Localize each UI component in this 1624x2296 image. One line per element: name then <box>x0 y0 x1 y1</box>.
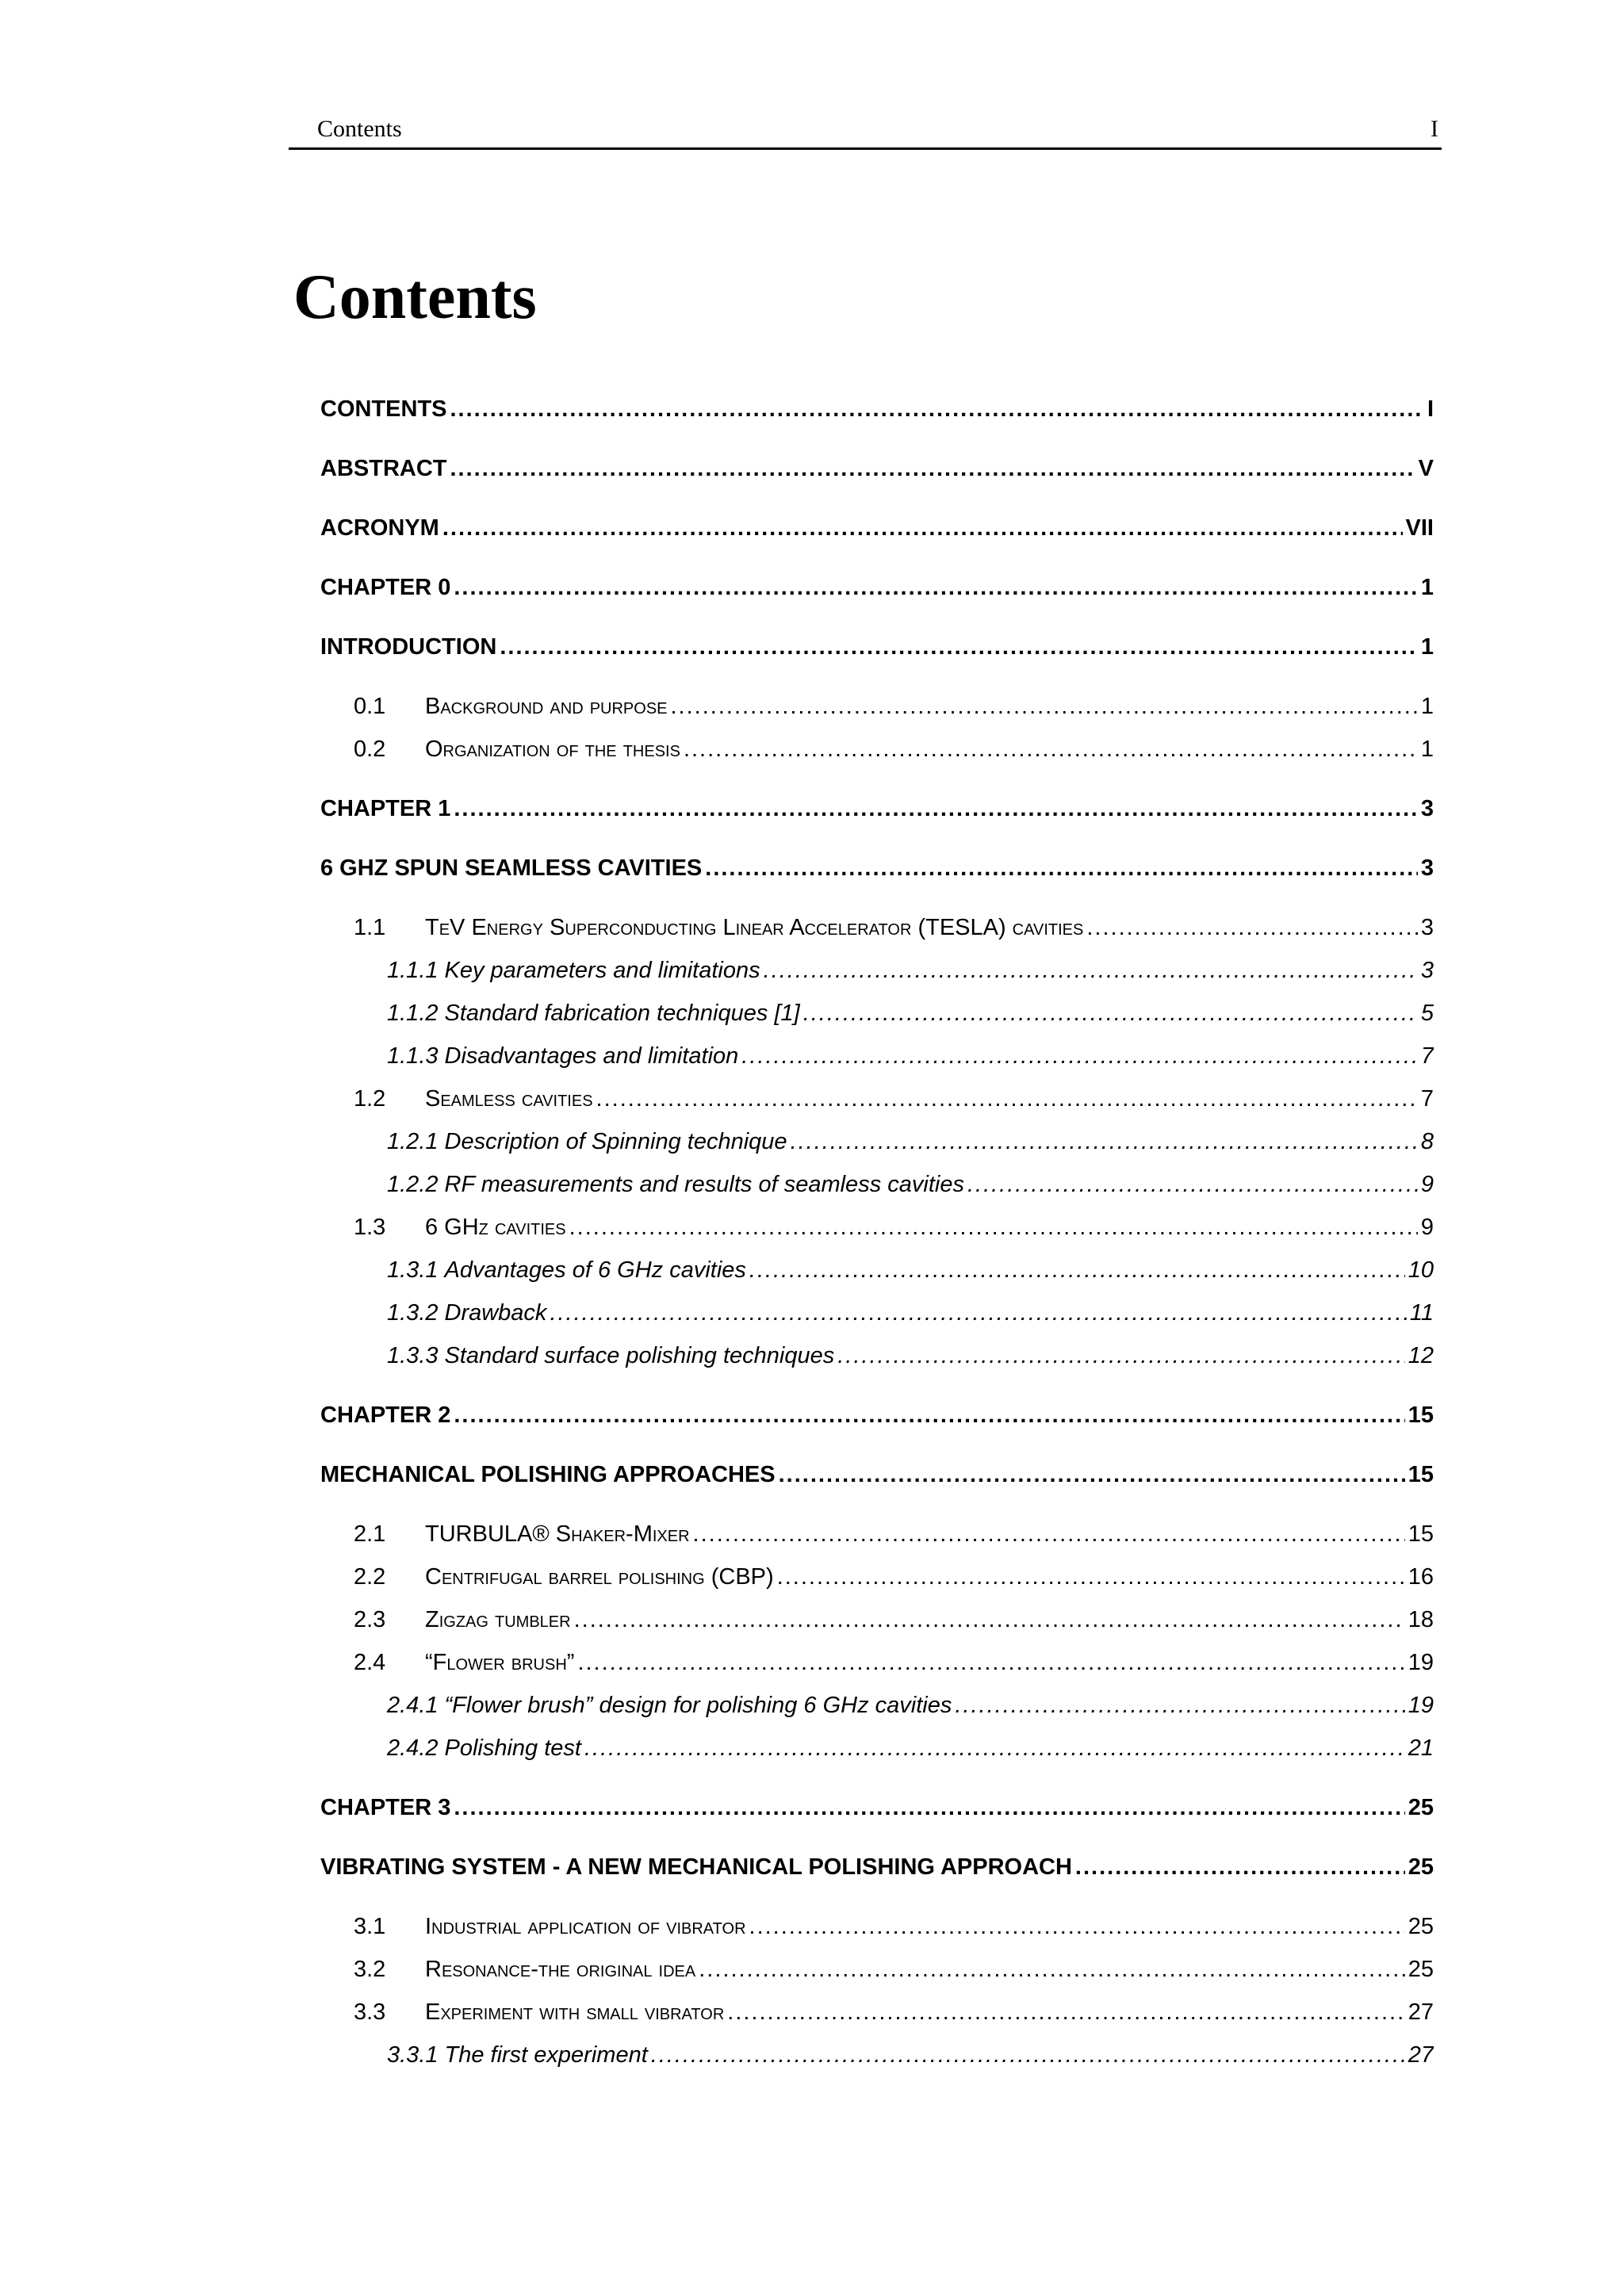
toc-entry[interactable] <box>0 1300 1434 1340</box>
toc-entry-page: 15 <box>1408 1462 1434 1487</box>
toc-dot-leader <box>651 2042 1405 2068</box>
toc-dot-leader <box>550 1300 1406 1326</box>
page-title: Contents <box>293 262 537 332</box>
toc-entry[interactable] <box>0 634 1434 674</box>
toc-entry-title: Standard fabrication techniques [1] <box>444 1001 800 1026</box>
toc-entry-title: Description of Spinning technique <box>444 1129 787 1154</box>
toc-entry-page: 27 <box>1408 2042 1434 2068</box>
toc-entry-title: Zigzag tumbler <box>425 1607 571 1632</box>
toc-entry-title: RF measurements and results of seamless cavities <box>444 1172 964 1197</box>
toc-entry-page: VII <box>1405 515 1434 541</box>
toc-entry-page: 8 <box>1420 1129 1434 1154</box>
toc-entry-title: Disadvantages and limitation <box>444 1043 739 1069</box>
toc-entry-title: Organization of the thesis <box>425 737 680 762</box>
toc-entry[interactable] <box>0 1999 1434 2039</box>
toc-entry-page: I <box>1427 396 1434 422</box>
toc-entry-title: CHAPTER 2 <box>320 1402 451 1428</box>
toc-dot-leader <box>569 1215 1418 1241</box>
toc-entry-title: Advantages of 6 GHz cavities <box>444 1257 746 1283</box>
toc-entry-title: Polishing test <box>444 1735 581 1761</box>
toc-dot-leader <box>693 1521 1405 1548</box>
toc-entry-number: 1.1 <box>354 915 386 940</box>
toc-entry-number: 1.3.2 <box>387 1300 439 1326</box>
toc-entry-title: MECHANICAL POLISHING APPROACHES <box>320 1462 776 1487</box>
toc-entry-title: Key parameters and limitations <box>444 958 760 983</box>
toc-entry-title: Experiment with small vibrator <box>425 1999 725 2025</box>
toc-dot-leader <box>705 855 1418 882</box>
toc-entry-page: 25 <box>1408 1854 1434 1880</box>
toc-entry-page: 3 <box>1420 958 1434 983</box>
toc-entry-number: 2.4 <box>354 1650 386 1675</box>
toc-entry-page: 10 <box>1408 1257 1434 1283</box>
toc-entry-page: 15 <box>1408 1402 1434 1428</box>
toc-entry-title: Centrifugal barrel polishing (CBP) <box>425 1564 774 1590</box>
toc-entry-number: 2.4.2 <box>387 1735 439 1761</box>
toc-dot-leader <box>764 958 1418 984</box>
toc-entry[interactable] <box>0 1343 1434 1383</box>
toc-dot-leader <box>955 1693 1404 1719</box>
toc-entry[interactable] <box>0 515 1434 555</box>
toc-entry-title: ABSTRACT <box>320 456 447 481</box>
toc-entry-title: CONTENTS <box>320 396 447 422</box>
toc-entry-page: 15 <box>1408 1521 1434 1547</box>
toc-entry-page: 27 <box>1408 1999 1434 2025</box>
toc-entry-page: 25 <box>1408 1914 1434 1939</box>
toc-entry[interactable] <box>0 1957 1434 1996</box>
toc-entry-title: “Flower brush” <box>425 1650 575 1675</box>
toc-entry-number: 1.3 <box>354 1215 386 1240</box>
toc-dot-leader <box>442 515 1403 541</box>
toc-dot-leader <box>837 1343 1405 1369</box>
toc-entry-title: The first experiment <box>444 2042 648 2068</box>
toc-dot-leader <box>741 1043 1418 1070</box>
toc-entry-number: 3.2 <box>354 1957 386 1982</box>
toc-entry[interactable] <box>0 1172 1434 1211</box>
toc-entry[interactable] <box>0 796 1434 836</box>
running-header-page-number: I <box>1431 116 1438 142</box>
toc-entry-page: 7 <box>1420 1086 1434 1112</box>
toc-entry-page: V <box>1418 456 1434 481</box>
toc-entry[interactable] <box>0 1215 1434 1254</box>
toc-entry-title: ACRONYM <box>320 515 439 541</box>
toc-entry[interactable] <box>0 1735 1434 1775</box>
toc-entry-number: 1.1.3 <box>387 1043 439 1069</box>
toc-entry-number: 3.3 <box>354 1999 386 2025</box>
toc-entry-title: Industrial application of vibrator <box>425 1914 746 1939</box>
toc-entry-page: 19 <box>1408 1693 1434 1718</box>
toc-entry[interactable] <box>0 1043 1434 1083</box>
toc-entry-title: Background and purpose <box>425 694 668 719</box>
toc-entry-page: 25 <box>1408 1957 1434 1982</box>
toc-dot-leader <box>777 1564 1405 1590</box>
toc-entry-number: 1.3.1 <box>387 1257 439 1283</box>
toc-entry[interactable] <box>0 1086 1434 1126</box>
toc-entry-page: 19 <box>1408 1650 1434 1675</box>
toc-entry-page: 3 <box>1420 915 1434 940</box>
running-header-title: Contents <box>317 116 402 142</box>
toc-entry-page: 25 <box>1408 1795 1434 1820</box>
toc-entry[interactable] <box>0 1795 1434 1835</box>
toc-entry-page: 1 <box>1420 634 1434 660</box>
toc-dot-leader <box>779 1462 1405 1488</box>
toc-entry[interactable] <box>0 1607 1434 1647</box>
toc-entry-title: 6 GHz cavities <box>425 1215 566 1240</box>
toc-dot-leader <box>577 1650 1404 1676</box>
toc-dot-leader <box>684 737 1418 763</box>
toc-entry-page: 9 <box>1420 1172 1434 1197</box>
toc-dot-leader <box>749 1914 1405 1940</box>
toc-entry-number: 1.1.2 <box>387 1001 439 1026</box>
toc-entry-title: Drawback <box>444 1300 547 1326</box>
toc-entry[interactable] <box>0 1402 1434 1442</box>
toc-entry-title: CHAPTER 3 <box>320 1795 451 1820</box>
toc-entry[interactable] <box>0 456 1434 496</box>
toc-dot-leader <box>671 694 1418 720</box>
toc-entry[interactable] <box>0 1693 1434 1732</box>
toc-entry[interactable] <box>0 1914 1434 1954</box>
toc-entry-title: Standard surface polishing techniques <box>444 1343 835 1368</box>
toc-entry-title: CHAPTER 1 <box>320 796 451 821</box>
toc-entry-page: 1 <box>1420 575 1434 600</box>
toc-entry-title: TeV Energy Superconducting Linear Accelerator (TESLA) cavities <box>425 915 1084 940</box>
toc-entry[interactable] <box>0 855 1434 895</box>
toc-entry-page: 12 <box>1408 1343 1434 1368</box>
toc-entry-number: 2.2 <box>354 1564 386 1590</box>
toc-entry-number: 2.3 <box>354 1607 386 1632</box>
toc-entry-number: 2.4.1 <box>387 1693 439 1718</box>
toc-dot-leader <box>454 1795 1404 1821</box>
toc-entry-number: 0.1 <box>354 694 386 719</box>
toc-dot-leader <box>1075 1854 1405 1881</box>
toc-entry-number: 2.1 <box>354 1521 386 1547</box>
toc-entry-title: 6 GHZ SPUN SEAMLESS CAVITIES <box>320 855 703 881</box>
toc-entry-number: 1.2.2 <box>387 1172 439 1197</box>
toc-dot-leader <box>450 456 1415 482</box>
toc-entry-title: Seamless cavities <box>425 1086 593 1112</box>
toc-entry-page: 5 <box>1420 1001 1434 1026</box>
toc-dot-leader <box>454 1402 1404 1429</box>
toc-dot-leader <box>749 1257 1405 1284</box>
toc-entry[interactable] <box>0 396 1434 436</box>
toc-dot-leader <box>450 396 1424 423</box>
toc-dot-leader <box>596 1086 1418 1112</box>
toc-entry-page: 9 <box>1420 1215 1434 1240</box>
toc-entry[interactable] <box>0 1854 1434 1894</box>
toc-dot-leader <box>454 796 1418 822</box>
toc-entry[interactable] <box>0 1257 1434 1297</box>
toc-entry[interactable] <box>0 1462 1434 1502</box>
toc-entry-number: 0.2 <box>354 737 386 762</box>
toc-entry-number: 1.2.1 <box>387 1129 439 1154</box>
toc-entry-number: 3.3.1 <box>387 2042 439 2068</box>
toc-dot-leader <box>967 1172 1418 1198</box>
toc-entry-page: 1 <box>1420 737 1434 762</box>
toc-dot-leader <box>803 1001 1418 1027</box>
toc-entry[interactable] <box>0 575 1434 614</box>
toc-entry-page: 7 <box>1420 1043 1434 1069</box>
toc-entry-page: 18 <box>1408 1607 1434 1632</box>
toc-entry[interactable] <box>0 958 1434 997</box>
toc-entry[interactable] <box>0 694 1434 733</box>
toc-entry[interactable] <box>0 1001 1434 1040</box>
toc-dot-leader <box>454 575 1418 601</box>
toc-entry[interactable] <box>0 737 1434 776</box>
toc-entry-number: 3.1 <box>354 1914 386 1939</box>
toc-entry-page: 11 <box>1409 1300 1434 1326</box>
toc-entry-number: 1.3.3 <box>387 1343 439 1368</box>
toc-dot-leader <box>699 1957 1405 1983</box>
toc-entry-title: TURBULA® Shaker-Mixer <box>425 1521 690 1547</box>
toc-entry[interactable] <box>0 915 1434 955</box>
toc-entry-title: VIBRATING SYSTEM - A NEW MECHANICAL POLISHING APPROACH <box>320 1854 1072 1880</box>
toc-entry[interactable] <box>0 2042 1434 2082</box>
toc-entry-page: 3 <box>1420 855 1434 881</box>
toc-entry-page: 3 <box>1420 796 1434 821</box>
toc-entry-title: INTRODUCTION <box>320 634 497 660</box>
toc-entry-title: Resonance-the original idea <box>425 1957 696 1982</box>
toc-dot-leader <box>584 1735 1405 1762</box>
toc-entry-page: 21 <box>1408 1735 1434 1761</box>
toc-dot-leader <box>791 1129 1418 1155</box>
toc-entry-title: “Flower brush” design for polishing 6 GHz cavities <box>444 1693 952 1718</box>
toc-entry[interactable] <box>0 1650 1434 1689</box>
toc-entry[interactable] <box>0 1521 1434 1561</box>
toc-entry[interactable] <box>0 1564 1434 1604</box>
toc-entry-page: 1 <box>1420 694 1434 719</box>
toc-dot-leader <box>1086 915 1418 941</box>
toc-entry-page: 16 <box>1408 1564 1434 1590</box>
toc-dot-leader <box>574 1607 1405 1633</box>
toc-entry-number: 1.2 <box>354 1086 386 1112</box>
toc-dot-leader <box>500 634 1418 660</box>
toc-entry-title: CHAPTER 0 <box>320 575 451 600</box>
toc-entry-number: 1.1.1 <box>387 958 439 983</box>
toc-entry[interactable] <box>0 1129 1434 1169</box>
toc-dot-leader <box>727 1999 1404 2026</box>
